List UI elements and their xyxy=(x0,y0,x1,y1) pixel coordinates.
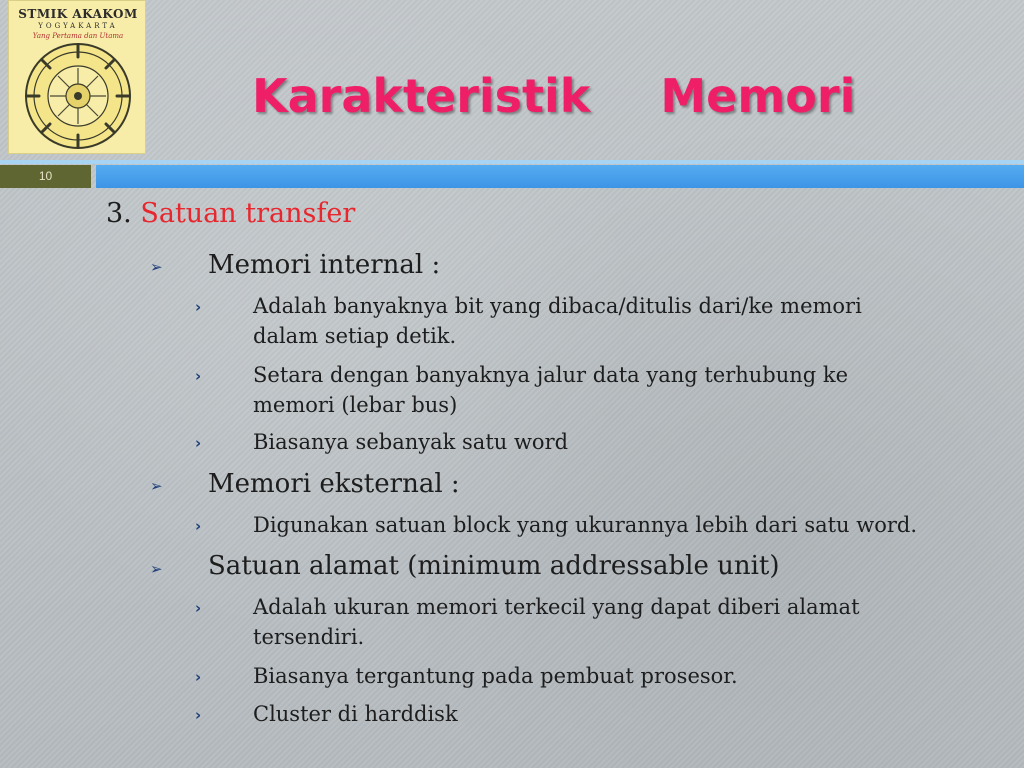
heading-text: Satuan transfer xyxy=(140,198,356,229)
chevron-right-icon: › xyxy=(195,599,202,617)
sub-item-line: Adalah ukuran memori terkecil yang dapat diberi alamat xyxy=(253,595,860,619)
sub-list-item xyxy=(253,699,1013,729)
slide-number: 10 xyxy=(0,165,91,188)
double-chevron-right-icon: ➢ xyxy=(150,560,163,578)
chevron-right-icon: › xyxy=(195,298,202,316)
chevron-right-icon: › xyxy=(195,434,202,452)
chevron-right-icon: › xyxy=(195,517,202,535)
chevron-right-icon: › xyxy=(195,668,202,686)
sub-item-line: memori (lebar bus) xyxy=(253,393,458,417)
sub-list-item xyxy=(253,661,1013,691)
list-item: Memori internal : xyxy=(208,250,441,280)
sub-item-line: Biasanya sebanyak satu word xyxy=(253,430,569,454)
sub-list-item xyxy=(253,592,1013,652)
sub-item-line: Setara dengan banyaknya jalur data yang terhubung ke xyxy=(253,363,849,387)
logo-city: YOGYAKARTA xyxy=(38,22,118,30)
logo-motto: Yang Pertama dan Utama xyxy=(32,32,124,40)
sub-item-line: Biasanya tergantung pada pembuat prosesor. xyxy=(253,664,738,688)
sub-item-line: dalam setiap detik. xyxy=(253,324,457,348)
title-word-2: Memori xyxy=(660,69,856,123)
sub-list-item xyxy=(253,291,1013,351)
sub-item-line: Cluster di harddisk xyxy=(253,702,458,726)
sub-item-line: tersendiri. xyxy=(253,625,365,649)
list-item: Satuan alamat (minimum addressable unit) xyxy=(208,551,780,581)
sub-item-line: Adalah banyaknya bit yang dibaca/ditulis dari/ke memori xyxy=(253,294,862,318)
logo-name: STMIK AKAKOM xyxy=(18,7,138,21)
title-word-1: Karakteristik xyxy=(252,69,591,123)
double-chevron-right-icon: ➢ xyxy=(150,258,163,276)
double-chevron-right-icon: ➢ xyxy=(150,477,163,495)
chevron-right-icon: › xyxy=(195,367,202,385)
section-heading xyxy=(106,198,355,229)
sub-list-item xyxy=(253,510,1013,540)
sub-list-item xyxy=(253,360,1013,420)
chevron-right-icon: › xyxy=(195,706,202,724)
heading-number: 3. xyxy=(106,198,132,229)
sub-item-line: Digunakan satuan block yang ukurannya lebih dari satu word. xyxy=(253,513,918,537)
list-item: Memori eksternal : xyxy=(208,469,460,499)
sub-list-item xyxy=(253,427,1013,457)
